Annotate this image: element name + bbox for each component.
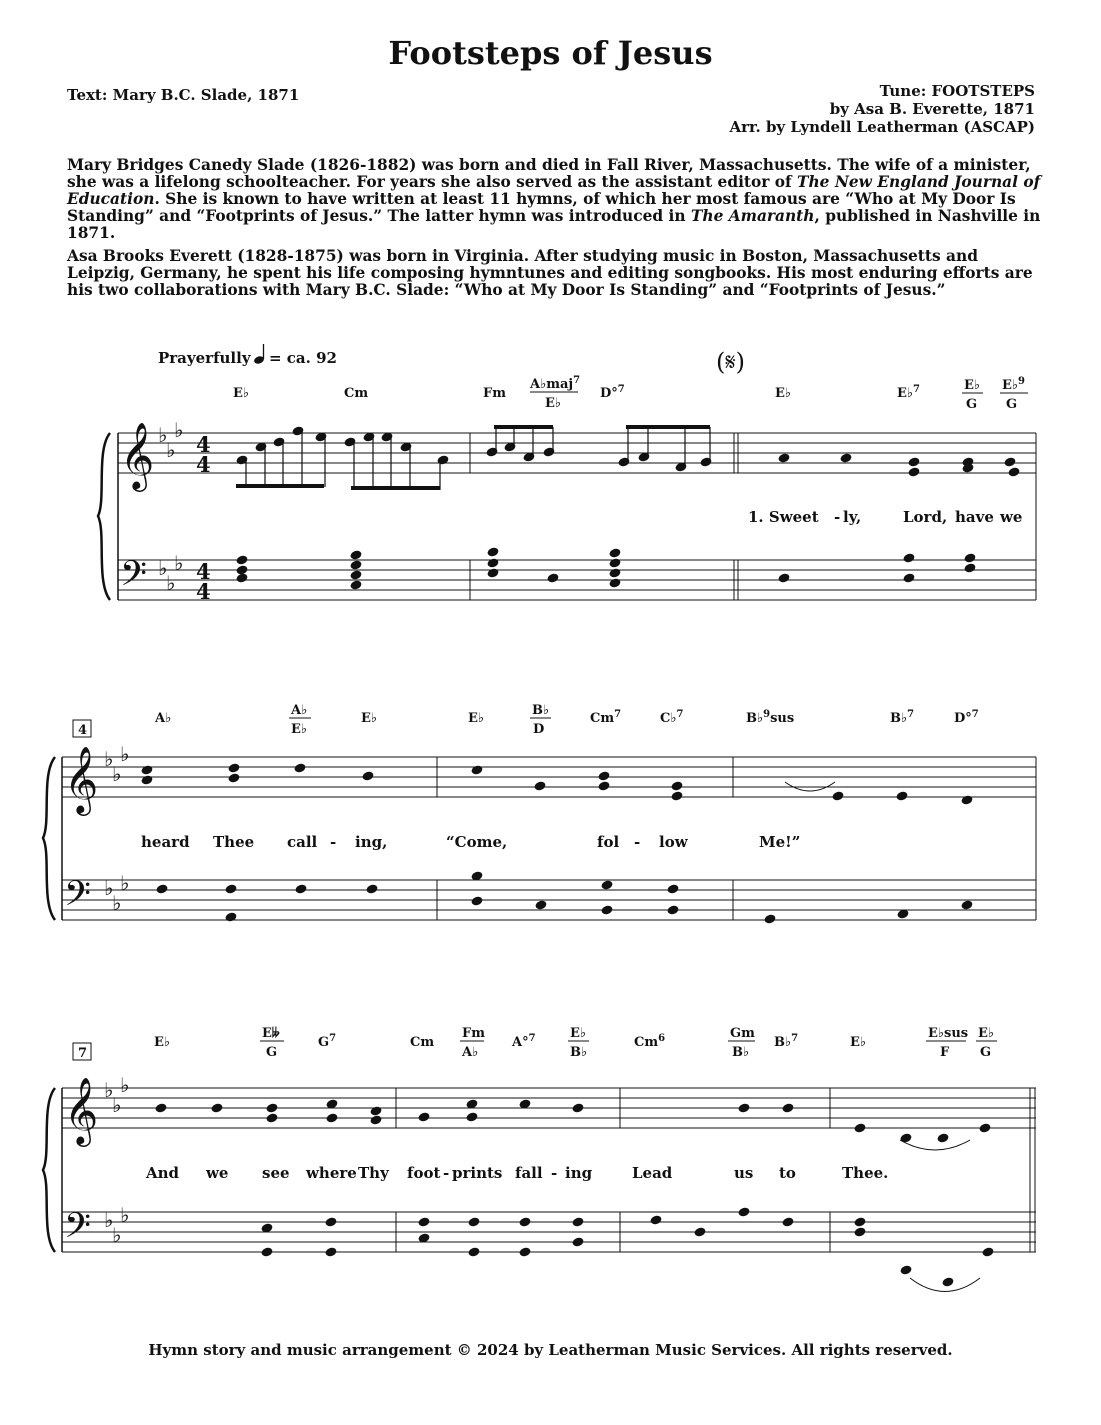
- notehead: [349, 559, 362, 570]
- lyric-hyphen: -: [443, 1164, 450, 1182]
- notehead: [571, 1216, 584, 1227]
- bass-staff-1: [118, 560, 1036, 600]
- system-brace: [98, 433, 110, 600]
- notehead: [597, 770, 610, 781]
- lyric-syllable: Lord,: [903, 508, 948, 526]
- notehead: [546, 572, 559, 583]
- notehead: [853, 1216, 866, 1227]
- notehead: [907, 466, 920, 477]
- notehead: [666, 883, 679, 894]
- notehead: [571, 1102, 584, 1113]
- notehead: [486, 546, 499, 557]
- svg-text:♭: ♭: [112, 762, 122, 786]
- lyric-syllable: ly,: [843, 508, 862, 526]
- notehead: [361, 770, 374, 781]
- system-3: [43, 782, 1036, 1292]
- notehead: [963, 562, 976, 573]
- chord-symbol: A°$^7$: [512, 1033, 536, 1050]
- notehead: [941, 1276, 954, 1287]
- notehead: [265, 1112, 278, 1123]
- notehead: [781, 1102, 794, 1113]
- notehead: [417, 1111, 430, 1122]
- system-brace: [43, 1088, 55, 1252]
- notehead: [936, 1132, 949, 1143]
- notehead: [349, 549, 362, 560]
- chord-symbol-slash: [976, 1026, 997, 1060]
- treble-staff-3: [62, 1088, 1036, 1128]
- svg-text:G: G: [266, 1045, 278, 1060]
- notehead: [608, 567, 621, 578]
- treble-staff-2: [62, 757, 1036, 797]
- svg-text:G: G: [980, 1045, 992, 1060]
- notehead: [294, 883, 307, 894]
- lyric-syllable: Thy: [358, 1164, 389, 1182]
- lyric-syllable: have: [955, 508, 994, 526]
- lyrics: [141, 508, 1022, 1182]
- svg-text:E♭: E♭: [964, 378, 981, 393]
- lyric-syllable: fall: [515, 1164, 543, 1182]
- treble-clef-icon: 𝄞: [64, 745, 99, 813]
- chord-symbol: E♭: [233, 386, 250, 401]
- svg-text:♭: ♭: [120, 871, 130, 895]
- chord-symbol-slash: [460, 1026, 485, 1060]
- lyric-syllable: call: [287, 833, 318, 851]
- notehead: [467, 1216, 480, 1227]
- bio1-part1: Mary Bridges Canedy Slade (1826-1882) was born and died in Fall River, Massachusetts. The wife of a minister, she was a lifelong schoolteacher. For years she also served as the assistant editor of: [67, 156, 1031, 191]
- notehead: [1003, 456, 1016, 467]
- tie: [900, 1140, 970, 1150]
- notehead: [486, 567, 499, 578]
- treble-clef-icon: 𝄞: [64, 1076, 99, 1144]
- svg-text:4: 4: [196, 452, 211, 477]
- lyric-syllable: Me!”: [759, 833, 801, 851]
- svg-text:G: G: [1006, 397, 1018, 412]
- notehead: [737, 1102, 750, 1113]
- svg-text:E♭: E♭: [570, 1026, 587, 1041]
- notehead: [839, 452, 852, 463]
- system-2: [43, 757, 1036, 920]
- svg-text:4: 4: [196, 432, 211, 457]
- chord-symbol: D°$^7$: [954, 709, 979, 726]
- notehead: [349, 579, 362, 590]
- notehead: [518, 1246, 531, 1257]
- chord-symbol: C♭$^7$: [660, 709, 684, 726]
- svg-text:E𝄫: E𝄫: [262, 1026, 280, 1041]
- svg-text:4: 4: [196, 579, 211, 604]
- svg-text:♭: ♭: [174, 418, 184, 442]
- hymn-title: Footsteps of Jesus: [388, 34, 713, 72]
- chord-symbol: A♭: [155, 711, 172, 726]
- chord-symbol: D°$^7$: [600, 384, 625, 401]
- system-brace: [43, 757, 55, 920]
- lyric-syllable: low: [659, 833, 688, 851]
- notehead: [224, 911, 237, 922]
- svg-text:E♭sus: E♭sus: [928, 1026, 969, 1041]
- lyric-syllable: Thee.: [842, 1164, 889, 1182]
- notehead: [608, 577, 621, 588]
- tempo-value: = ca. 92: [269, 349, 337, 367]
- tune-credit: Tune: FOOTSTEPS: [879, 82, 1035, 100]
- svg-text:♭: ♭: [104, 747, 114, 771]
- chord-symbol: Cm$^6$: [634, 1033, 666, 1050]
- svg-text:♭: ♭: [112, 1223, 122, 1247]
- chord-symbols: [154, 375, 1028, 1060]
- noteheads: [140, 425, 1023, 1287]
- lyric-syllable: see: [262, 1164, 290, 1182]
- notehead: [608, 557, 621, 568]
- notehead: [978, 1122, 991, 1133]
- notehead: [155, 883, 168, 894]
- bass-staff-3: [62, 1212, 1036, 1252]
- chord-symbol: Cm: [344, 386, 369, 401]
- lyric-hyphen: -: [551, 1164, 558, 1182]
- notehead: [224, 883, 237, 894]
- lyric-syllable: Lead: [632, 1164, 673, 1182]
- lyric-syllable: we: [206, 1164, 229, 1182]
- notehead: [960, 794, 973, 805]
- lyric-hyphen: -: [330, 833, 337, 851]
- notehead: [608, 547, 621, 558]
- notehead: [981, 1246, 994, 1257]
- svg-text:B♭: B♭: [732, 1045, 750, 1060]
- notehead: [140, 774, 153, 785]
- chord-symbol: Fm: [483, 386, 506, 401]
- arranger-credit: Arr. by Lyndell Leatherman (ASCAP): [729, 118, 1035, 136]
- chord-symbol-slash: [289, 703, 311, 737]
- notehead: [902, 572, 915, 583]
- text-credit: Text: Mary B.C. Slade, 1871: [67, 86, 300, 104]
- notehead: [1007, 466, 1020, 477]
- notehead: [600, 904, 613, 915]
- notehead: [265, 1102, 278, 1113]
- svg-text:F: F: [940, 1045, 950, 1060]
- treble-staff-1: [118, 433, 1036, 473]
- notehead: [899, 1264, 912, 1275]
- svg-text:B♭: B♭: [570, 1045, 588, 1060]
- notehead: [534, 899, 547, 910]
- chord-symbol: E♭: [154, 1035, 171, 1050]
- svg-text:♭: ♭: [104, 1208, 114, 1232]
- chord-symbol: Cm: [410, 1035, 435, 1050]
- svg-text:4: 4: [196, 559, 211, 584]
- notehead: [763, 913, 776, 924]
- bass-staff-2: [62, 880, 1036, 920]
- lyric-syllable: 1. Sweet: [748, 508, 819, 526]
- chord-symbol-slash: [1000, 376, 1028, 412]
- svg-text:♭: ♭: [158, 423, 168, 447]
- lyric-syllable: where: [306, 1164, 357, 1182]
- svg-text:♭: ♭: [120, 1203, 130, 1227]
- quarter-note-icon: [253, 344, 265, 365]
- notehead: [465, 1111, 478, 1122]
- svg-text:♭: ♭: [158, 556, 168, 580]
- notehead: [963, 552, 976, 563]
- bass-clef-icon: 𝄢: [120, 553, 148, 602]
- notehead: [235, 572, 248, 583]
- chord-symbol: E♭$^7$: [897, 384, 921, 401]
- bio1-book: The Amaranth: [690, 207, 815, 225]
- notehead: [831, 790, 844, 801]
- notehead: [210, 1102, 223, 1113]
- lyric-syllable: “Come,: [446, 833, 508, 851]
- lyric-syllable: Thee: [213, 833, 255, 851]
- chord-symbol-slash: [568, 1026, 589, 1060]
- notehead: [670, 790, 683, 801]
- notehead: [369, 1114, 382, 1125]
- lyric-syllable: we: [1000, 508, 1023, 526]
- svg-text:A♭: A♭: [291, 703, 308, 718]
- bio1-part3: , published in Nashville in 1871.: [67, 207, 1041, 242]
- svg-text:E♭9: E♭$^9$: [1002, 376, 1026, 393]
- chord-symbol: E♭: [468, 711, 485, 726]
- chord-symbol: E♭: [361, 711, 378, 726]
- notehead: [737, 1206, 750, 1217]
- svg-text:Gm: Gm: [730, 1026, 755, 1041]
- chord-symbol: $G^7$: [318, 1033, 337, 1050]
- lyric-syllable: ing,: [355, 833, 388, 851]
- composer-bio: Asa Brooks Everett (1828-1875) was born in Virginia. After studying music in Boston, Massachusetts and Leipzig, Germany, he spent his life composing hymntunes and editing songbooks. His most enduring efforts are his two collaborations with Mary B.C. Slade: “Who at My Door Is Standing” and “Footprints of Jesus.”: [67, 247, 1033, 299]
- bass-clef-icon: 𝄢: [64, 873, 92, 922]
- svg-text:Fm: Fm: [462, 1026, 485, 1041]
- svg-text:E♭: E♭: [978, 1026, 995, 1041]
- measure-number: 4: [78, 723, 88, 738]
- lyric-syllable: ing: [565, 1164, 593, 1182]
- lyric-syllable: us: [734, 1164, 754, 1182]
- notehead: [260, 1246, 273, 1257]
- notehead: [325, 1112, 338, 1123]
- notehead: [518, 1216, 531, 1227]
- notehead: [369, 1105, 382, 1116]
- notehead: [597, 780, 610, 791]
- svg-text:♭: ♭: [112, 891, 122, 915]
- notehead: [777, 452, 790, 463]
- chord-symbol: B♭$^7$: [890, 709, 915, 726]
- svg-text:♭: ♭: [120, 1073, 130, 1097]
- notehead: [533, 780, 546, 791]
- svg-text:♭: ♭: [120, 742, 130, 766]
- notehead: [902, 552, 915, 563]
- copyright-footer: Hymn story and music arrangement © 2024 by Leatherman Music Services. All rights reserved.: [148, 1341, 953, 1359]
- notehead: [227, 772, 240, 783]
- composer-credit: by Asa B. Everette, 1871: [829, 100, 1035, 118]
- notehead: [600, 879, 613, 890]
- notehead: [470, 764, 483, 775]
- bio1-journal: The New England Journal of Education: [67, 173, 1041, 208]
- chord-symbol-slash: [530, 703, 551, 737]
- chord-symbol-slash: [962, 378, 983, 412]
- notehead: [670, 780, 683, 791]
- svg-text:E♭: E♭: [545, 396, 562, 411]
- chord-symbol-slash: [926, 1026, 968, 1060]
- chord-symbol-slash: [260, 1025, 284, 1060]
- notehead: [417, 1216, 430, 1227]
- notehead: [293, 762, 306, 773]
- svg-text:♭: ♭: [112, 1093, 122, 1117]
- notehead: [140, 764, 153, 775]
- lyric-hyphen: -: [634, 833, 641, 851]
- notehead: [154, 1102, 167, 1113]
- notehead: [470, 895, 483, 906]
- chord-symbol: E♭: [775, 386, 792, 401]
- notehead: [349, 569, 362, 580]
- notehead: [777, 572, 790, 583]
- notehead: [899, 1132, 912, 1143]
- notehead: [907, 456, 920, 467]
- segno-icon: (𝄋): [716, 348, 746, 376]
- bass-clef-icon: 𝄢: [64, 1205, 92, 1254]
- notehead: [781, 1216, 794, 1227]
- svg-text:A♭maj7: A♭maj$^7$: [530, 375, 581, 392]
- bio1-part2: . She is known to have written at least 11 hymns, of which her most famous are “Who at My Door Is Standing” and “Footprints of Jesus.” The latter hymn was introduced in: [67, 190, 1016, 225]
- notehead: [365, 883, 378, 894]
- treble-clef-icon: 𝄞: [120, 421, 155, 489]
- svg-text:G: G: [966, 397, 978, 412]
- svg-text:E♭: E♭: [291, 722, 308, 737]
- svg-text:♭: ♭: [174, 551, 184, 575]
- svg-text:D: D: [533, 722, 545, 737]
- notehead: [853, 1226, 866, 1237]
- svg-text:A♭: A♭: [462, 1045, 479, 1060]
- notehead: [227, 762, 240, 773]
- chord-symbol-slash: [728, 1026, 755, 1060]
- notehead: [649, 1214, 662, 1225]
- lyric-syllable: And: [146, 1164, 180, 1182]
- lyric-syllable: fol: [597, 833, 620, 851]
- notehead: [467, 1246, 480, 1257]
- notehead: [436, 454, 449, 465]
- chord-symbol: E♭: [850, 1035, 867, 1050]
- chord-symbol: Cm$^7$: [590, 709, 622, 726]
- notehead: [486, 557, 499, 568]
- notehead: [324, 1216, 337, 1227]
- time-signature: [196, 432, 211, 604]
- svg-text:♭: ♭: [166, 571, 176, 595]
- svg-text:♭: ♭: [166, 438, 176, 462]
- svg-text:B♭: B♭: [532, 703, 550, 718]
- chord-symbol-slash: [529, 375, 580, 411]
- lyric-hyphen: -: [834, 508, 841, 526]
- notehead: [693, 1226, 706, 1237]
- chord-symbol: B♭$^9$sus: [746, 709, 795, 726]
- notehead: [895, 790, 908, 801]
- notehead: [960, 899, 973, 910]
- notehead: [666, 904, 679, 915]
- measure-number: 7: [78, 1046, 88, 1061]
- chord-symbol: B♭$^7$: [774, 1033, 799, 1050]
- notehead: [571, 1236, 584, 1247]
- lyric-syllable: heard: [141, 833, 190, 851]
- notehead: [324, 1246, 337, 1257]
- notehead: [235, 554, 248, 565]
- lyric-syllable: prints: [452, 1164, 503, 1182]
- lyric-syllable: to: [779, 1164, 796, 1182]
- svg-text:♭: ♭: [104, 876, 114, 900]
- tempo-marking: Prayerfully: [158, 349, 251, 367]
- notehead: [853, 1122, 866, 1133]
- lyric-syllable: foot: [407, 1164, 441, 1182]
- svg-text:♭: ♭: [104, 1078, 114, 1102]
